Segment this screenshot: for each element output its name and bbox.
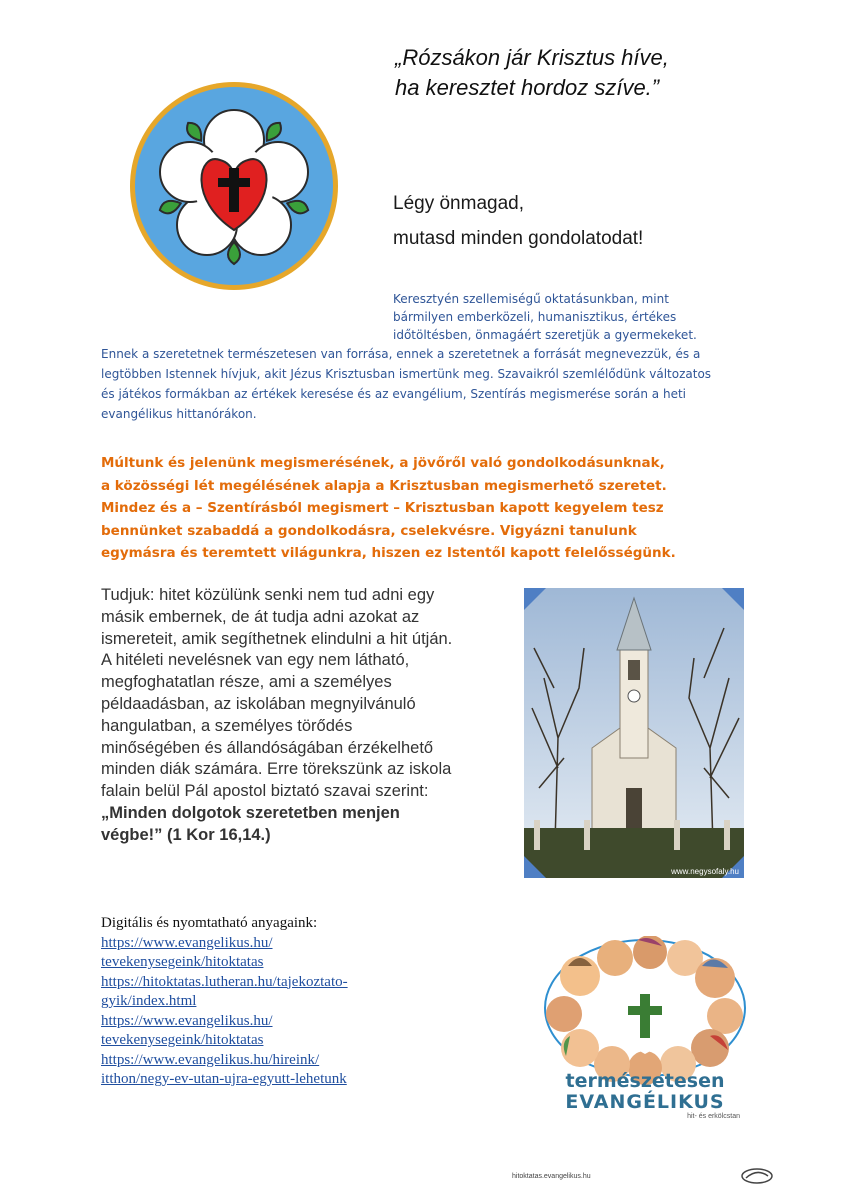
logo-text-evangelikus: EVANGÉLIKUS xyxy=(565,1091,725,1113)
quote-line: ha keresztet hordoz szíve.” xyxy=(395,75,660,100)
links-title: Digitális és nyomtatható anyagaink: xyxy=(101,915,318,931)
link-evangelikus-hireink[interactable]: https://www.evangelikus.hu/hireink/ xyxy=(101,1051,320,1068)
quote-line: „Rózsákon jár Krisztus híve, xyxy=(395,45,669,70)
intro-paragraph xyxy=(101,344,761,424)
links-section xyxy=(101,914,521,1090)
luther-rose-icon xyxy=(128,80,340,292)
body-line: Tudjuk: hitet közülünk senki nem tud adni egy xyxy=(101,586,435,604)
highlight-line: a közösségi lét megélésének alapja a Krisztusban megismerhető szeretet. xyxy=(101,477,667,494)
footer-logo-icon xyxy=(740,1166,774,1186)
bible-quote-line: végbe!” (1 Kor 16,14.) xyxy=(101,825,271,844)
motto xyxy=(393,186,813,256)
intro-line: bármilyen emberközeli, humanisztikus, értékes xyxy=(393,310,677,324)
body-line: példaadásban, az iskolában megnyilvánuló xyxy=(101,694,416,713)
church-photo xyxy=(524,588,744,878)
body-line: A hitéleti nevelésnek van egy nem látható, xyxy=(101,651,410,670)
intro-line: és játékos formákban az értékek keresése és az evangélium, Szentírás megismerése során a heti xyxy=(101,387,686,401)
footer-url: hitoktatas.evangelikus.hu xyxy=(512,1173,591,1180)
highlight-line: egymásra és teremtett világunkra, hiszen ez Istentől kapott felelősségünk. xyxy=(101,545,676,561)
intro-line: Keresztyén szellemiségű oktatásunkban, mint xyxy=(393,292,669,306)
link-evangelikus-hitoktatas[interactable]: tevekenysegeink/hitoktatas xyxy=(101,954,264,970)
link-evangelikus-hitoktatas[interactable]: https://www.evangelikus.hu/ xyxy=(101,934,273,951)
body-line: minőségében és állandóságában érzékelhető xyxy=(101,738,434,757)
link-hitoktatas-gyik[interactable]: gyik/index.html xyxy=(101,993,197,1009)
intro-line: evangélikus hittanórákon. xyxy=(101,407,257,421)
body-line: ismereteit, amik segíthetnek elindulni a hit útján. xyxy=(101,629,453,648)
highlight-line: Mindez és a – Szentírásból megismert – Krisztusban kapott kegyelem tesz xyxy=(101,500,664,516)
highlight-line: Múltunk és jelenünk megismerésének, a jövőről való gondolkodásunknak, xyxy=(101,455,665,471)
highlight-line: bennünket szabaddá a gondolkodásra, cselekvésre. Vigyázni tanulunk xyxy=(101,522,637,539)
intro-line: Ennek a szeretetnek természetesen van forrása, ennek a szeretetnek a forrását megnevezzük, és a xyxy=(101,347,701,361)
link-evangelikus-hitoktatas-2[interactable]: https://www.evangelikus.hu/ xyxy=(101,1012,273,1029)
photo-watermark: www.negysofaly.hu xyxy=(671,867,739,876)
intro-paragraph-start xyxy=(393,290,753,344)
logo-subtitle: hit- és erkölcstan xyxy=(687,1113,740,1120)
link-evangelikus-hitoktatas-2[interactable]: tevekenysegeink/hitoktatas xyxy=(101,1032,264,1048)
intro-line: időtöltésben, önmagáért szeretjük a gyermekeket. xyxy=(393,328,697,342)
highlight-paragraph xyxy=(101,452,761,565)
bible-quote-line: „Minden dolgotok szeretetben menjen xyxy=(101,803,400,822)
body-line: minden diák számára. Erre törekszünk az iskola xyxy=(101,760,452,779)
body-line: másik embernek, de át tudja adni azokat az xyxy=(101,607,420,626)
body-line: falain belül Pál apostol biztató szavai szerint: xyxy=(101,782,429,801)
link-hitoktatas-gyik[interactable]: https://hitoktatas.lutheran.hu/tajekoztato- xyxy=(101,973,348,990)
body-line: hangulatban, a személyes törődés xyxy=(101,716,353,735)
intro-line: legtöbben Istennek hívjuk, akit Jézus Krisztusban ismertünk meg. Szavaikról szemlélődünk változatos xyxy=(101,367,712,381)
motto-line: mutasd minden gondolatodat! xyxy=(393,228,644,249)
link-evangelikus-hireink[interactable]: itthon/negy-ev-utan-ujra-egyutt-lehetunk xyxy=(101,1071,347,1087)
rose-quote xyxy=(395,43,815,103)
body-line: megfoghatatlan része, ami a személyes xyxy=(101,673,392,692)
body-paragraph xyxy=(101,585,521,847)
motto-line: Légy önmagad, xyxy=(393,193,524,214)
logo-text-termeszetesen: természetesen xyxy=(565,1070,725,1092)
